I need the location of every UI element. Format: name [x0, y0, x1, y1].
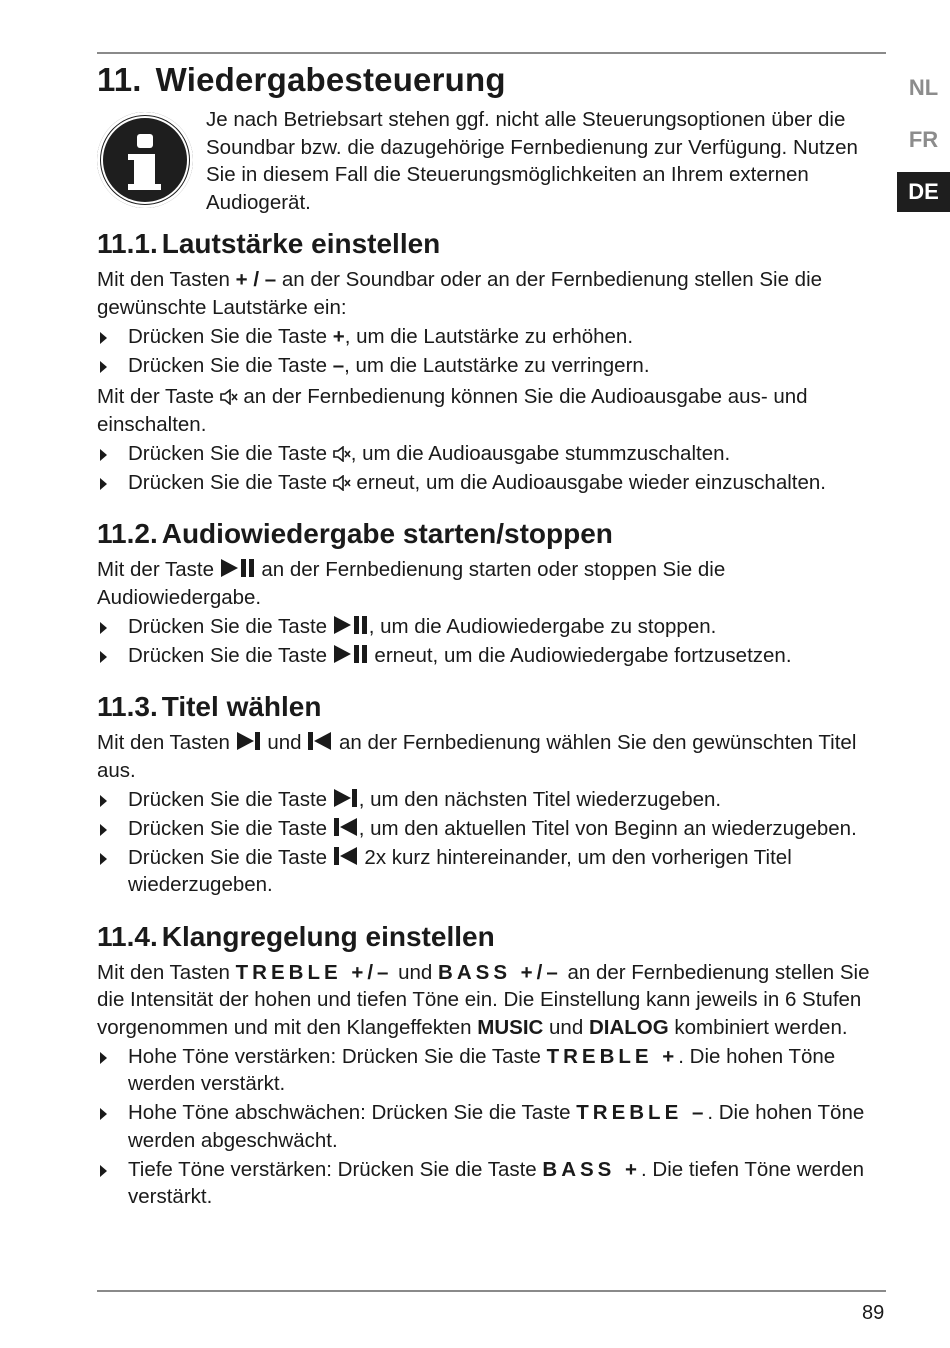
list-item: Drücken Sie die Taste , um den nächsten Titel wiederzugeben.: [97, 786, 889, 814]
language-tabs: [897, 68, 950, 224]
section-tone: [97, 919, 889, 1211]
section-title: Lautstärke einstellen: [161, 228, 441, 259]
section-title: Titel wählen: [161, 691, 322, 722]
section-title: Klangregelung einstellen: [161, 920, 495, 952]
list-item: Drücken Sie die Taste , um die Audiowiedergabe zu stoppen.: [97, 613, 889, 641]
previous-track-icon: [333, 846, 359, 866]
info-note: [97, 106, 889, 218]
paragraph: Mit den Tasten und an der Fernbedienung wählen Sie den gewünschten Titel aus.: [97, 731, 857, 782]
play-pause-icon: [220, 558, 256, 578]
list-item: Drücken Sie die Taste erneut, um die Audiowiedergabe fortzusetzen.: [97, 642, 889, 670]
list-item: Hohe Töne abschwächen: Drücken Sie die Taste TREBLE –. Die hohen Töne werden abgeschwächt.: [97, 1099, 889, 1154]
bottom-rule: [97, 1290, 886, 1292]
lang-tab-de[interactable]: DE: [897, 172, 950, 212]
top-rule: [97, 52, 886, 54]
list-item: Drücken Sie die Taste , um die Audioausgabe stummzuschalten.: [97, 440, 889, 468]
chapter-heading: [97, 58, 889, 102]
section-playback: [97, 516, 889, 669]
bullet-list: [97, 440, 889, 497]
bass-keys: BASS +/–: [438, 960, 562, 984]
list-item: Drücken Sie die Taste +, um die Lautstärke zu erhöhen.: [97, 323, 889, 351]
section-heading: [97, 516, 889, 552]
bullet-list: [97, 613, 889, 670]
mute-icon: [333, 475, 351, 491]
section-heading: [97, 226, 889, 262]
list-item: Tiefe Töne verstärken: Drücken Sie die Taste BASS +. Die tiefen Töne werden verstärkt.: [97, 1156, 889, 1211]
music-effect: MUSIC: [477, 1015, 544, 1039]
list-item: Drücken Sie die Taste , um den aktuellen Titel von Beginn an wiederzugeben.: [97, 815, 889, 843]
next-track-icon: [236, 731, 262, 751]
bullet-list: [97, 786, 889, 899]
chapter-number: 11.: [97, 61, 142, 98]
play-pause-icon: [333, 615, 369, 635]
section-number: 11.2.: [97, 518, 158, 549]
mute-icon: [333, 446, 351, 462]
section-number: 11.1.: [97, 228, 158, 259]
paragraph: Mit den Tasten + / – an der Soundbar oder an der Fernbedienung stellen Sie die gewünschte Lautstärke ein:: [97, 268, 823, 319]
bullet-list: [97, 1043, 889, 1211]
section-heading: [97, 689, 889, 725]
section-track: [97, 689, 889, 899]
list-item: Drücken Sie die Taste 2x kurz hintereinander, um den vorherigen Titel wiederzugeben.: [97, 844, 889, 899]
page-number: 89: [862, 1302, 885, 1324]
previous-track-icon: [307, 731, 333, 751]
info-note-text: Je nach Betriebsart stehen ggf. nicht alle Steuerungsoptionen über die Soundbar bzw. die dazugehörige Fernbedienung zur Verfügung. Nutzen Sie in diesem Fall die Steuerungsmöglichkeiten an Ihrem externen Audiogerät.: [206, 108, 858, 214]
section-heading: [97, 919, 889, 955]
info-icon: [97, 112, 193, 208]
lang-tab-fr[interactable]: FR: [908, 127, 939, 152]
section-volume: [97, 226, 889, 496]
list-item: Drücken Sie die Taste erneut, um die Audioausgabe wieder einzuschalten.: [97, 469, 889, 497]
next-track-icon: [333, 788, 359, 808]
paragraph: Mit der Taste an der Fernbedienung können Sie die Audioausgabe aus- und einschalten.: [97, 385, 808, 436]
mute-icon: [220, 389, 238, 405]
paragraph: Mit der Taste an der Fernbedienung starten oder stoppen Sie die Audiowiedergabe.: [97, 558, 726, 609]
list-item: Drücken Sie die Taste –, um die Lautstärke zu verringern.: [97, 352, 889, 380]
section-title: Audiowiedergabe starten/stoppen: [161, 518, 613, 549]
page-content: [97, 58, 889, 1211]
section-number: 11.4.: [97, 920, 158, 952]
bullet-list: [97, 323, 889, 380]
section-number: 11.3.: [97, 691, 158, 722]
dialog-effect: DIALOG: [588, 1015, 669, 1039]
play-pause-icon: [333, 644, 369, 664]
list-item: Hohe Töne verstärken: Drücken Sie die Taste TREBLE +. Die hohen Töne werden verstärkt.: [97, 1043, 889, 1098]
volume-keys: + / –: [235, 268, 277, 291]
lang-tab-nl[interactable]: NL: [908, 75, 939, 100]
treble-keys: TREBLE +/–: [235, 960, 393, 984]
previous-track-icon: [333, 817, 359, 837]
paragraph: Mit den Tasten TREBLE +/– und BASS +/– an der Fernbedienung stellen Sie die Intensität der hohen und tiefen Töne ein. Die Einstellung kann jeweils in 6 Stufen vorgenommen und mit den Klangeffekten MUSIC und DIALOG kombiniert werden.: [97, 960, 870, 1039]
chapter-title: Wiedergabesteuerung: [155, 61, 506, 98]
